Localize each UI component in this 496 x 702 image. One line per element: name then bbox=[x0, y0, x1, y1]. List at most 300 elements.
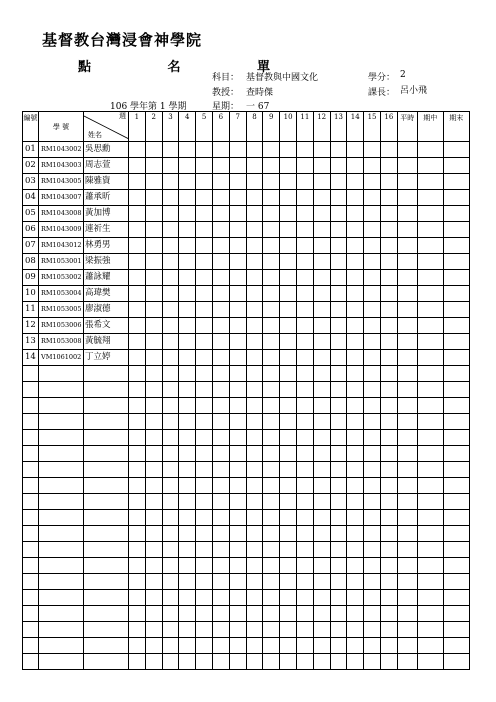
attendance-cell[interactable] bbox=[196, 398, 213, 414]
attendance-cell[interactable] bbox=[179, 654, 196, 670]
attendance-cell[interactable] bbox=[380, 590, 397, 606]
attendance-cell[interactable] bbox=[380, 526, 397, 542]
attendance-cell[interactable] bbox=[397, 254, 417, 270]
attendance-cell[interactable] bbox=[313, 158, 330, 174]
attendance-cell[interactable] bbox=[263, 286, 280, 302]
attendance-cell[interactable] bbox=[246, 542, 263, 558]
attendance-cell[interactable] bbox=[229, 590, 246, 606]
attendance-cell[interactable] bbox=[129, 270, 146, 286]
attendance-cell[interactable] bbox=[380, 430, 397, 446]
attendance-cell[interactable] bbox=[246, 158, 263, 174]
attendance-cell[interactable] bbox=[397, 350, 417, 366]
attendance-cell[interactable] bbox=[397, 526, 417, 542]
attendance-cell[interactable] bbox=[347, 478, 364, 494]
attendance-cell[interactable] bbox=[364, 206, 381, 222]
attendance-cell[interactable] bbox=[129, 254, 146, 270]
attendance-cell[interactable] bbox=[364, 606, 381, 622]
attendance-cell[interactable] bbox=[280, 622, 297, 638]
attendance-cell[interactable] bbox=[229, 446, 246, 462]
attendance-cell[interactable] bbox=[263, 590, 280, 606]
attendance-cell[interactable] bbox=[145, 478, 162, 494]
attendance-cell[interactable] bbox=[347, 318, 364, 334]
attendance-cell[interactable] bbox=[229, 574, 246, 590]
attendance-cell[interactable] bbox=[162, 558, 179, 574]
attendance-cell[interactable] bbox=[229, 462, 246, 478]
attendance-cell[interactable] bbox=[380, 462, 397, 478]
attendance-cell[interactable] bbox=[397, 318, 417, 334]
attendance-cell[interactable] bbox=[196, 654, 213, 670]
attendance-cell[interactable] bbox=[443, 510, 469, 526]
attendance-cell[interactable] bbox=[280, 286, 297, 302]
attendance-cell[interactable] bbox=[246, 526, 263, 542]
attendance-cell[interactable] bbox=[364, 430, 381, 446]
attendance-cell[interactable] bbox=[364, 318, 381, 334]
attendance-cell[interactable] bbox=[263, 526, 280, 542]
attendance-cell[interactable] bbox=[313, 318, 330, 334]
attendance-cell[interactable] bbox=[347, 510, 364, 526]
attendance-cell[interactable] bbox=[179, 574, 196, 590]
attendance-cell[interactable] bbox=[145, 350, 162, 366]
attendance-cell[interactable] bbox=[330, 414, 347, 430]
attendance-cell[interactable] bbox=[162, 606, 179, 622]
attendance-cell[interactable] bbox=[196, 222, 213, 238]
attendance-cell[interactable] bbox=[162, 542, 179, 558]
attendance-cell[interactable] bbox=[397, 334, 417, 350]
attendance-cell[interactable] bbox=[246, 478, 263, 494]
attendance-cell[interactable] bbox=[280, 382, 297, 398]
attendance-cell[interactable] bbox=[212, 190, 229, 206]
attendance-cell[interactable] bbox=[263, 430, 280, 446]
attendance-cell[interactable] bbox=[397, 414, 417, 430]
attendance-cell[interactable] bbox=[330, 638, 347, 654]
attendance-cell[interactable] bbox=[397, 222, 417, 238]
attendance-cell[interactable] bbox=[162, 574, 179, 590]
attendance-cell[interactable] bbox=[417, 478, 443, 494]
attendance-cell[interactable] bbox=[313, 622, 330, 638]
attendance-cell[interactable] bbox=[246, 414, 263, 430]
attendance-cell[interactable] bbox=[129, 654, 146, 670]
attendance-cell[interactable] bbox=[443, 302, 469, 318]
attendance-cell[interactable] bbox=[347, 142, 364, 158]
attendance-cell[interactable] bbox=[347, 462, 364, 478]
attendance-cell[interactable] bbox=[263, 174, 280, 190]
attendance-cell[interactable] bbox=[246, 510, 263, 526]
attendance-cell[interactable] bbox=[380, 398, 397, 414]
attendance-cell[interactable] bbox=[263, 190, 280, 206]
attendance-cell[interactable] bbox=[347, 190, 364, 206]
attendance-cell[interactable] bbox=[229, 382, 246, 398]
attendance-cell[interactable] bbox=[397, 430, 417, 446]
attendance-cell[interactable] bbox=[229, 302, 246, 318]
attendance-cell[interactable] bbox=[179, 526, 196, 542]
attendance-cell[interactable] bbox=[263, 446, 280, 462]
attendance-cell[interactable] bbox=[179, 238, 196, 254]
attendance-cell[interactable] bbox=[330, 142, 347, 158]
attendance-cell[interactable] bbox=[443, 222, 469, 238]
attendance-cell[interactable] bbox=[380, 478, 397, 494]
attendance-cell[interactable] bbox=[443, 334, 469, 350]
attendance-cell[interactable] bbox=[296, 318, 313, 334]
attendance-cell[interactable] bbox=[417, 494, 443, 510]
attendance-cell[interactable] bbox=[313, 174, 330, 190]
attendance-cell[interactable] bbox=[397, 286, 417, 302]
attendance-cell[interactable] bbox=[380, 318, 397, 334]
attendance-cell[interactable] bbox=[196, 558, 213, 574]
attendance-cell[interactable] bbox=[330, 350, 347, 366]
attendance-cell[interactable] bbox=[443, 142, 469, 158]
attendance-cell[interactable] bbox=[330, 270, 347, 286]
attendance-cell[interactable] bbox=[397, 382, 417, 398]
attendance-cell[interactable] bbox=[296, 510, 313, 526]
attendance-cell[interactable] bbox=[229, 478, 246, 494]
attendance-cell[interactable] bbox=[313, 398, 330, 414]
attendance-cell[interactable] bbox=[347, 622, 364, 638]
attendance-cell[interactable] bbox=[145, 446, 162, 462]
attendance-cell[interactable] bbox=[364, 398, 381, 414]
attendance-cell[interactable] bbox=[212, 334, 229, 350]
attendance-cell[interactable] bbox=[212, 590, 229, 606]
attendance-cell[interactable] bbox=[380, 558, 397, 574]
attendance-cell[interactable] bbox=[179, 606, 196, 622]
attendance-cell[interactable] bbox=[246, 366, 263, 382]
attendance-cell[interactable] bbox=[313, 190, 330, 206]
attendance-cell[interactable] bbox=[280, 430, 297, 446]
attendance-cell[interactable] bbox=[417, 430, 443, 446]
attendance-cell[interactable] bbox=[280, 590, 297, 606]
attendance-cell[interactable] bbox=[417, 542, 443, 558]
attendance-cell[interactable] bbox=[145, 142, 162, 158]
attendance-cell[interactable] bbox=[179, 462, 196, 478]
attendance-cell[interactable] bbox=[229, 270, 246, 286]
attendance-cell[interactable] bbox=[380, 494, 397, 510]
attendance-cell[interactable] bbox=[313, 654, 330, 670]
attendance-cell[interactable] bbox=[313, 558, 330, 574]
attendance-cell[interactable] bbox=[229, 254, 246, 270]
attendance-cell[interactable] bbox=[280, 254, 297, 270]
attendance-cell[interactable] bbox=[417, 462, 443, 478]
attendance-cell[interactable] bbox=[246, 286, 263, 302]
attendance-cell[interactable] bbox=[280, 510, 297, 526]
attendance-cell[interactable] bbox=[229, 558, 246, 574]
attendance-cell[interactable] bbox=[212, 398, 229, 414]
attendance-cell[interactable] bbox=[330, 398, 347, 414]
attendance-cell[interactable] bbox=[129, 526, 146, 542]
attendance-cell[interactable] bbox=[212, 142, 229, 158]
attendance-cell[interactable] bbox=[129, 318, 146, 334]
attendance-cell[interactable] bbox=[263, 222, 280, 238]
attendance-cell[interactable] bbox=[330, 574, 347, 590]
attendance-cell[interactable] bbox=[212, 238, 229, 254]
attendance-cell[interactable] bbox=[330, 430, 347, 446]
attendance-cell[interactable] bbox=[417, 238, 443, 254]
attendance-cell[interactable] bbox=[229, 286, 246, 302]
attendance-cell[interactable] bbox=[246, 206, 263, 222]
attendance-cell[interactable] bbox=[330, 366, 347, 382]
attendance-cell[interactable] bbox=[162, 462, 179, 478]
attendance-cell[interactable] bbox=[229, 350, 246, 366]
attendance-cell[interactable] bbox=[229, 542, 246, 558]
attendance-cell[interactable] bbox=[212, 270, 229, 286]
attendance-cell[interactable] bbox=[417, 350, 443, 366]
attendance-cell[interactable] bbox=[229, 622, 246, 638]
attendance-cell[interactable] bbox=[196, 254, 213, 270]
attendance-cell[interactable] bbox=[280, 478, 297, 494]
attendance-cell[interactable] bbox=[364, 446, 381, 462]
attendance-cell[interactable] bbox=[145, 510, 162, 526]
attendance-cell[interactable] bbox=[397, 174, 417, 190]
attendance-cell[interactable] bbox=[212, 606, 229, 622]
attendance-cell[interactable] bbox=[347, 158, 364, 174]
attendance-cell[interactable] bbox=[145, 382, 162, 398]
attendance-cell[interactable] bbox=[397, 446, 417, 462]
attendance-cell[interactable] bbox=[347, 606, 364, 622]
attendance-cell[interactable] bbox=[212, 302, 229, 318]
attendance-cell[interactable] bbox=[364, 574, 381, 590]
attendance-cell[interactable] bbox=[417, 158, 443, 174]
attendance-cell[interactable] bbox=[145, 590, 162, 606]
attendance-cell[interactable] bbox=[347, 366, 364, 382]
attendance-cell[interactable] bbox=[129, 430, 146, 446]
attendance-cell[interactable] bbox=[443, 206, 469, 222]
attendance-cell[interactable] bbox=[229, 606, 246, 622]
attendance-cell[interactable] bbox=[347, 238, 364, 254]
attendance-cell[interactable] bbox=[397, 270, 417, 286]
attendance-cell[interactable] bbox=[162, 638, 179, 654]
attendance-cell[interactable] bbox=[263, 558, 280, 574]
attendance-cell[interactable] bbox=[263, 142, 280, 158]
attendance-cell[interactable] bbox=[313, 430, 330, 446]
attendance-cell[interactable] bbox=[162, 270, 179, 286]
attendance-cell[interactable] bbox=[179, 334, 196, 350]
attendance-cell[interactable] bbox=[443, 190, 469, 206]
attendance-cell[interactable] bbox=[263, 238, 280, 254]
attendance-cell[interactable] bbox=[179, 190, 196, 206]
attendance-cell[interactable] bbox=[296, 478, 313, 494]
attendance-cell[interactable] bbox=[196, 142, 213, 158]
attendance-cell[interactable] bbox=[212, 510, 229, 526]
attendance-cell[interactable] bbox=[196, 430, 213, 446]
attendance-cell[interactable] bbox=[380, 638, 397, 654]
attendance-cell[interactable] bbox=[179, 302, 196, 318]
attendance-cell[interactable] bbox=[330, 654, 347, 670]
attendance-cell[interactable] bbox=[196, 238, 213, 254]
attendance-cell[interactable] bbox=[212, 558, 229, 574]
attendance-cell[interactable] bbox=[196, 510, 213, 526]
attendance-cell[interactable] bbox=[196, 286, 213, 302]
attendance-cell[interactable] bbox=[129, 286, 146, 302]
attendance-cell[interactable] bbox=[162, 414, 179, 430]
attendance-cell[interactable] bbox=[330, 382, 347, 398]
attendance-cell[interactable] bbox=[145, 558, 162, 574]
attendance-cell[interactable] bbox=[129, 558, 146, 574]
attendance-cell[interactable] bbox=[129, 158, 146, 174]
attendance-cell[interactable] bbox=[129, 590, 146, 606]
attendance-cell[interactable] bbox=[380, 542, 397, 558]
attendance-cell[interactable] bbox=[196, 542, 213, 558]
attendance-cell[interactable] bbox=[129, 350, 146, 366]
attendance-cell[interactable] bbox=[229, 654, 246, 670]
attendance-cell[interactable] bbox=[296, 638, 313, 654]
attendance-cell[interactable] bbox=[397, 142, 417, 158]
attendance-cell[interactable] bbox=[417, 254, 443, 270]
attendance-cell[interactable] bbox=[212, 542, 229, 558]
attendance-cell[interactable] bbox=[313, 478, 330, 494]
attendance-cell[interactable] bbox=[179, 542, 196, 558]
attendance-cell[interactable] bbox=[296, 574, 313, 590]
attendance-cell[interactable] bbox=[196, 302, 213, 318]
attendance-cell[interactable] bbox=[443, 558, 469, 574]
attendance-cell[interactable] bbox=[246, 254, 263, 270]
attendance-cell[interactable] bbox=[129, 398, 146, 414]
attendance-cell[interactable] bbox=[330, 222, 347, 238]
attendance-cell[interactable] bbox=[179, 510, 196, 526]
attendance-cell[interactable] bbox=[263, 350, 280, 366]
attendance-cell[interactable] bbox=[280, 462, 297, 478]
attendance-cell[interactable] bbox=[179, 174, 196, 190]
attendance-cell[interactable] bbox=[229, 334, 246, 350]
attendance-cell[interactable] bbox=[380, 606, 397, 622]
attendance-cell[interactable] bbox=[364, 174, 381, 190]
attendance-cell[interactable] bbox=[212, 366, 229, 382]
attendance-cell[interactable] bbox=[380, 174, 397, 190]
attendance-cell[interactable] bbox=[417, 382, 443, 398]
attendance-cell[interactable] bbox=[347, 590, 364, 606]
attendance-cell[interactable] bbox=[179, 446, 196, 462]
attendance-cell[interactable] bbox=[296, 350, 313, 366]
attendance-cell[interactable] bbox=[397, 606, 417, 622]
attendance-cell[interactable] bbox=[179, 430, 196, 446]
attendance-cell[interactable] bbox=[263, 382, 280, 398]
attendance-cell[interactable] bbox=[397, 158, 417, 174]
attendance-cell[interactable] bbox=[443, 366, 469, 382]
attendance-cell[interactable] bbox=[443, 414, 469, 430]
attendance-cell[interactable] bbox=[162, 158, 179, 174]
attendance-cell[interactable] bbox=[145, 190, 162, 206]
attendance-cell[interactable] bbox=[162, 478, 179, 494]
attendance-cell[interactable] bbox=[313, 542, 330, 558]
attendance-cell[interactable] bbox=[417, 270, 443, 286]
attendance-cell[interactable] bbox=[330, 446, 347, 462]
attendance-cell[interactable] bbox=[162, 494, 179, 510]
attendance-cell[interactable] bbox=[263, 254, 280, 270]
attendance-cell[interactable] bbox=[313, 510, 330, 526]
attendance-cell[interactable] bbox=[417, 174, 443, 190]
attendance-cell[interactable] bbox=[162, 190, 179, 206]
attendance-cell[interactable] bbox=[280, 350, 297, 366]
attendance-cell[interactable] bbox=[263, 622, 280, 638]
attendance-cell[interactable] bbox=[196, 606, 213, 622]
attendance-cell[interactable] bbox=[296, 462, 313, 478]
attendance-cell[interactable] bbox=[313, 414, 330, 430]
attendance-cell[interactable] bbox=[347, 542, 364, 558]
attendance-cell[interactable] bbox=[246, 302, 263, 318]
attendance-cell[interactable] bbox=[330, 590, 347, 606]
attendance-cell[interactable] bbox=[263, 158, 280, 174]
attendance-cell[interactable] bbox=[417, 590, 443, 606]
attendance-cell[interactable] bbox=[364, 558, 381, 574]
attendance-cell[interactable] bbox=[263, 462, 280, 478]
attendance-cell[interactable] bbox=[246, 462, 263, 478]
attendance-cell[interactable] bbox=[229, 238, 246, 254]
attendance-cell[interactable] bbox=[364, 462, 381, 478]
attendance-cell[interactable] bbox=[280, 606, 297, 622]
attendance-cell[interactable] bbox=[380, 446, 397, 462]
attendance-cell[interactable] bbox=[364, 350, 381, 366]
attendance-cell[interactable] bbox=[347, 222, 364, 238]
attendance-cell[interactable] bbox=[145, 542, 162, 558]
attendance-cell[interactable] bbox=[229, 158, 246, 174]
attendance-cell[interactable] bbox=[380, 222, 397, 238]
attendance-cell[interactable] bbox=[212, 526, 229, 542]
attendance-cell[interactable] bbox=[397, 494, 417, 510]
attendance-cell[interactable] bbox=[296, 254, 313, 270]
attendance-cell[interactable] bbox=[263, 270, 280, 286]
attendance-cell[interactable] bbox=[179, 622, 196, 638]
attendance-cell[interactable] bbox=[347, 174, 364, 190]
attendance-cell[interactable] bbox=[145, 366, 162, 382]
attendance-cell[interactable] bbox=[397, 238, 417, 254]
attendance-cell[interactable] bbox=[330, 174, 347, 190]
attendance-cell[interactable] bbox=[263, 606, 280, 622]
attendance-cell[interactable] bbox=[212, 462, 229, 478]
attendance-cell[interactable] bbox=[196, 334, 213, 350]
attendance-cell[interactable] bbox=[330, 254, 347, 270]
attendance-cell[interactable] bbox=[296, 526, 313, 542]
attendance-cell[interactable] bbox=[380, 238, 397, 254]
attendance-cell[interactable] bbox=[179, 494, 196, 510]
attendance-cell[interactable] bbox=[246, 222, 263, 238]
attendance-cell[interactable] bbox=[364, 238, 381, 254]
attendance-cell[interactable] bbox=[443, 654, 469, 670]
attendance-cell[interactable] bbox=[129, 334, 146, 350]
attendance-cell[interactable] bbox=[330, 510, 347, 526]
attendance-cell[interactable] bbox=[145, 270, 162, 286]
attendance-cell[interactable] bbox=[246, 174, 263, 190]
attendance-cell[interactable] bbox=[443, 590, 469, 606]
attendance-cell[interactable] bbox=[196, 638, 213, 654]
attendance-cell[interactable] bbox=[129, 542, 146, 558]
attendance-cell[interactable] bbox=[229, 398, 246, 414]
attendance-cell[interactable] bbox=[196, 382, 213, 398]
attendance-cell[interactable] bbox=[364, 638, 381, 654]
attendance-cell[interactable] bbox=[417, 654, 443, 670]
attendance-cell[interactable] bbox=[263, 542, 280, 558]
attendance-cell[interactable] bbox=[443, 238, 469, 254]
attendance-cell[interactable] bbox=[263, 398, 280, 414]
attendance-cell[interactable] bbox=[145, 286, 162, 302]
attendance-cell[interactable] bbox=[417, 558, 443, 574]
attendance-cell[interactable] bbox=[296, 430, 313, 446]
attendance-cell[interactable] bbox=[417, 142, 443, 158]
attendance-cell[interactable] bbox=[417, 206, 443, 222]
attendance-cell[interactable] bbox=[229, 430, 246, 446]
attendance-cell[interactable] bbox=[179, 414, 196, 430]
attendance-cell[interactable] bbox=[162, 366, 179, 382]
attendance-cell[interactable] bbox=[196, 318, 213, 334]
attendance-cell[interactable] bbox=[179, 222, 196, 238]
attendance-cell[interactable] bbox=[212, 318, 229, 334]
attendance-cell[interactable] bbox=[347, 430, 364, 446]
attendance-cell[interactable] bbox=[347, 558, 364, 574]
attendance-cell[interactable] bbox=[417, 190, 443, 206]
attendance-cell[interactable] bbox=[380, 654, 397, 670]
attendance-cell[interactable] bbox=[212, 414, 229, 430]
attendance-cell[interactable] bbox=[280, 142, 297, 158]
attendance-cell[interactable] bbox=[129, 222, 146, 238]
attendance-cell[interactable] bbox=[380, 574, 397, 590]
attendance-cell[interactable] bbox=[330, 558, 347, 574]
attendance-cell[interactable] bbox=[263, 206, 280, 222]
